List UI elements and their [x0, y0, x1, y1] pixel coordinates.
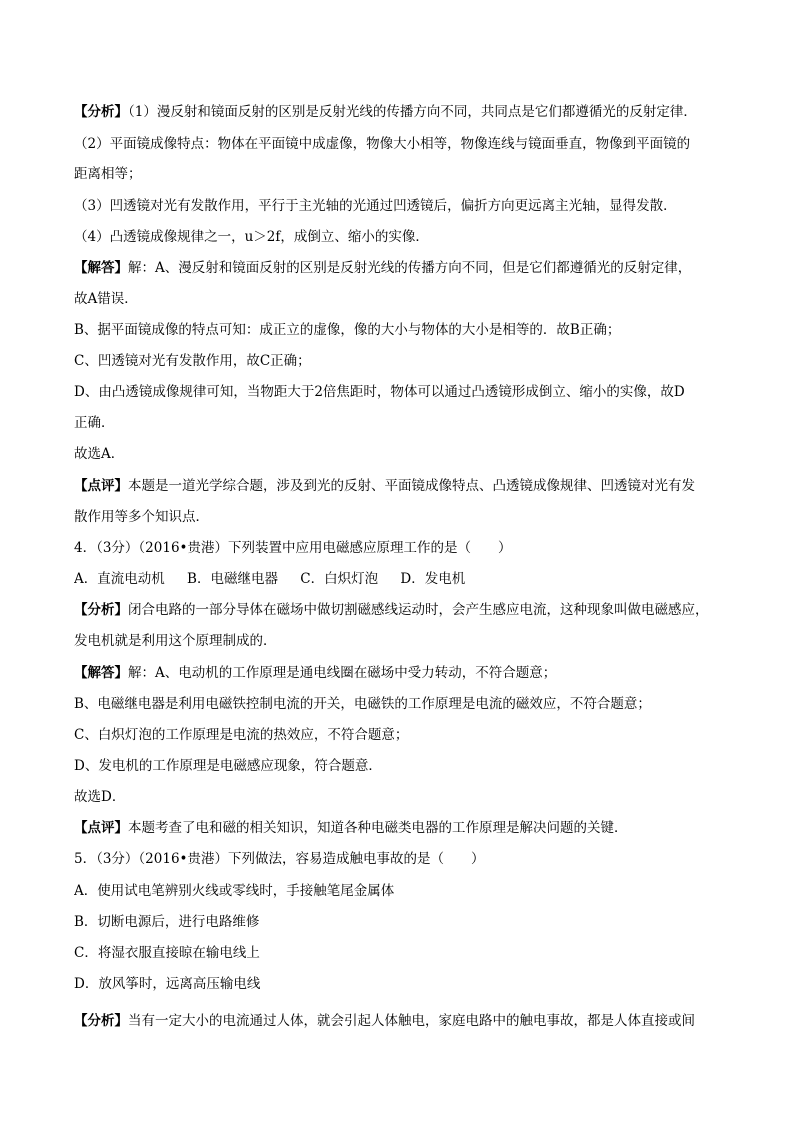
line-text: 散作用等多个知识点． — [74, 509, 209, 525]
line-text: 正确． — [74, 415, 115, 431]
text-line — [74, 600, 724, 620]
line-text: B、电磁继电器是利用电磁铁控制电流的开关，电磁铁的工作原理是电流的磁效应，不符合题意； — [74, 696, 651, 712]
line-text: 故选D． — [74, 789, 126, 805]
line-text: C、凹透镜对光有发散作用，故C正确； — [74, 353, 311, 369]
line-text: 解：A、漫反射和镜面反射的区别是反射光线的传播方向不同，但是它们都遵循光的反射定律， — [128, 260, 692, 276]
question-line — [74, 849, 724, 869]
line-text: 当有一定大小的电流通过人体，就会引起人体触电，家庭电路中的触电事故，都是人体直接或间 — [128, 1013, 695, 1029]
question-line — [74, 538, 724, 558]
line-text: 故A错误． — [74, 291, 138, 307]
section-tag: 【解答】 — [74, 665, 128, 681]
line-text: 解：A、电动机的工作原理是通电线圈在磁场中受力转动，不符合题意； — [128, 665, 557, 681]
line-text: D．放风筝时，远离高压输电线 — [74, 976, 261, 992]
line-text: （4）凸透镜成像规律之一，u＞2f，成倒立、缩小的实像． — [74, 229, 429, 245]
line-text: D、由凸透镜成像规律可知，当物距大于2倍焦距时，物体可以通过凸透镜形成倒立、缩小的实像，故D — [74, 384, 685, 400]
line-text: 本题考查了电和磁的相关知识，知道各种电磁类电器的工作原理是解决问题的关键． — [128, 820, 628, 836]
line-text: C．将湿衣服直接晾在输电线上 — [74, 945, 260, 961]
choice-line — [74, 943, 724, 963]
choice-line — [74, 912, 724, 932]
text-line — [74, 507, 724, 527]
line-text: B、据平面镜成像的特点可知：成正立的虚像，像的大小与物体的大小是相等的．故B正确； — [74, 322, 621, 338]
text-line — [74, 725, 724, 745]
text-line — [74, 694, 724, 714]
line-text: 5．（3分）（2016•贵港）下列做法，容易造成触电事故的是（ ） — [74, 851, 485, 867]
section-tag: 【分析】 — [74, 1013, 128, 1029]
choice-line — [74, 974, 724, 994]
text-line — [74, 631, 724, 651]
section-tag: 【点评】 — [74, 478, 128, 494]
line-text: 闭合电路的一部分导体在磁场中做切割磁感线运动时，会产生感应电流，这种现象叫做电磁感应， — [128, 602, 709, 618]
section-tag: 【分析】 — [74, 104, 128, 120]
text-line — [74, 382, 724, 402]
text-line — [74, 196, 724, 216]
text-line — [74, 756, 724, 776]
text-line — [74, 289, 724, 309]
section-tag: 【点评】 — [74, 820, 128, 836]
line-text: D、发电机的工作原理是电磁感应现象，符合题意． — [74, 758, 382, 774]
text-line — [74, 102, 724, 122]
text-line — [74, 787, 724, 807]
text-line — [74, 663, 724, 683]
text-line — [74, 1011, 724, 1031]
line-text: （3）凹透镜对光有发散作用，平行于主光轴的光通过凹透镜后，偏折方向更远离主光轴，显得发散． — [74, 198, 677, 214]
text-line — [74, 444, 724, 464]
line-text: 本题是一道光学综合题，涉及到光的反射、平面镜成像特点、凸透镜成像规律、凹透镜对光有发 — [128, 478, 695, 494]
line-text: C、白炽灯泡的工作原理是电流的热效应，不符合题意； — [74, 727, 409, 743]
text-line — [74, 320, 724, 340]
section-tag: 【解答】 — [74, 260, 128, 276]
line-text: 故选A． — [74, 446, 125, 462]
choice-line — [74, 881, 724, 901]
line-text: 发电机就是利用这个原理制成的． — [74, 633, 277, 649]
text-line — [74, 476, 724, 496]
choice-a: A．直流电动机 — [74, 571, 165, 587]
choice-b: B．电磁继电器 — [187, 571, 278, 587]
choice-c: C．白炽灯泡 — [300, 571, 379, 587]
line-text: 距离相等； — [74, 166, 142, 182]
line-text: （1）漫反射和镜面反射的区别是反射光线的传播方向不同，共同点是它们都遵循光的反射定律． — [128, 104, 697, 120]
choice-d: D．发电机 — [400, 571, 466, 587]
line-text: A．使用试电笔辨别火线或零线时，手接触笔尾金属体 — [74, 883, 395, 899]
text-line — [74, 351, 724, 371]
text-line — [74, 818, 724, 838]
text-line — [74, 134, 724, 154]
text-line — [74, 164, 724, 184]
section-tag: 【分析】 — [74, 602, 128, 618]
text-line — [74, 227, 724, 247]
text-line — [74, 413, 724, 433]
choices-line — [74, 569, 724, 589]
line-text: B．切断电源后，进行电路维修 — [74, 914, 260, 930]
text-line — [74, 258, 724, 278]
line-text: （2）平面镜成像特点：物体在平面镜中成虚像，物像大小相等，物像连线与镜面垂直，物像到平面镜的 — [74, 136, 691, 152]
line-text: 4．（3分）（2016•贵港）下列装置中应用电磁感应原理工作的是（ ） — [74, 540, 512, 556]
